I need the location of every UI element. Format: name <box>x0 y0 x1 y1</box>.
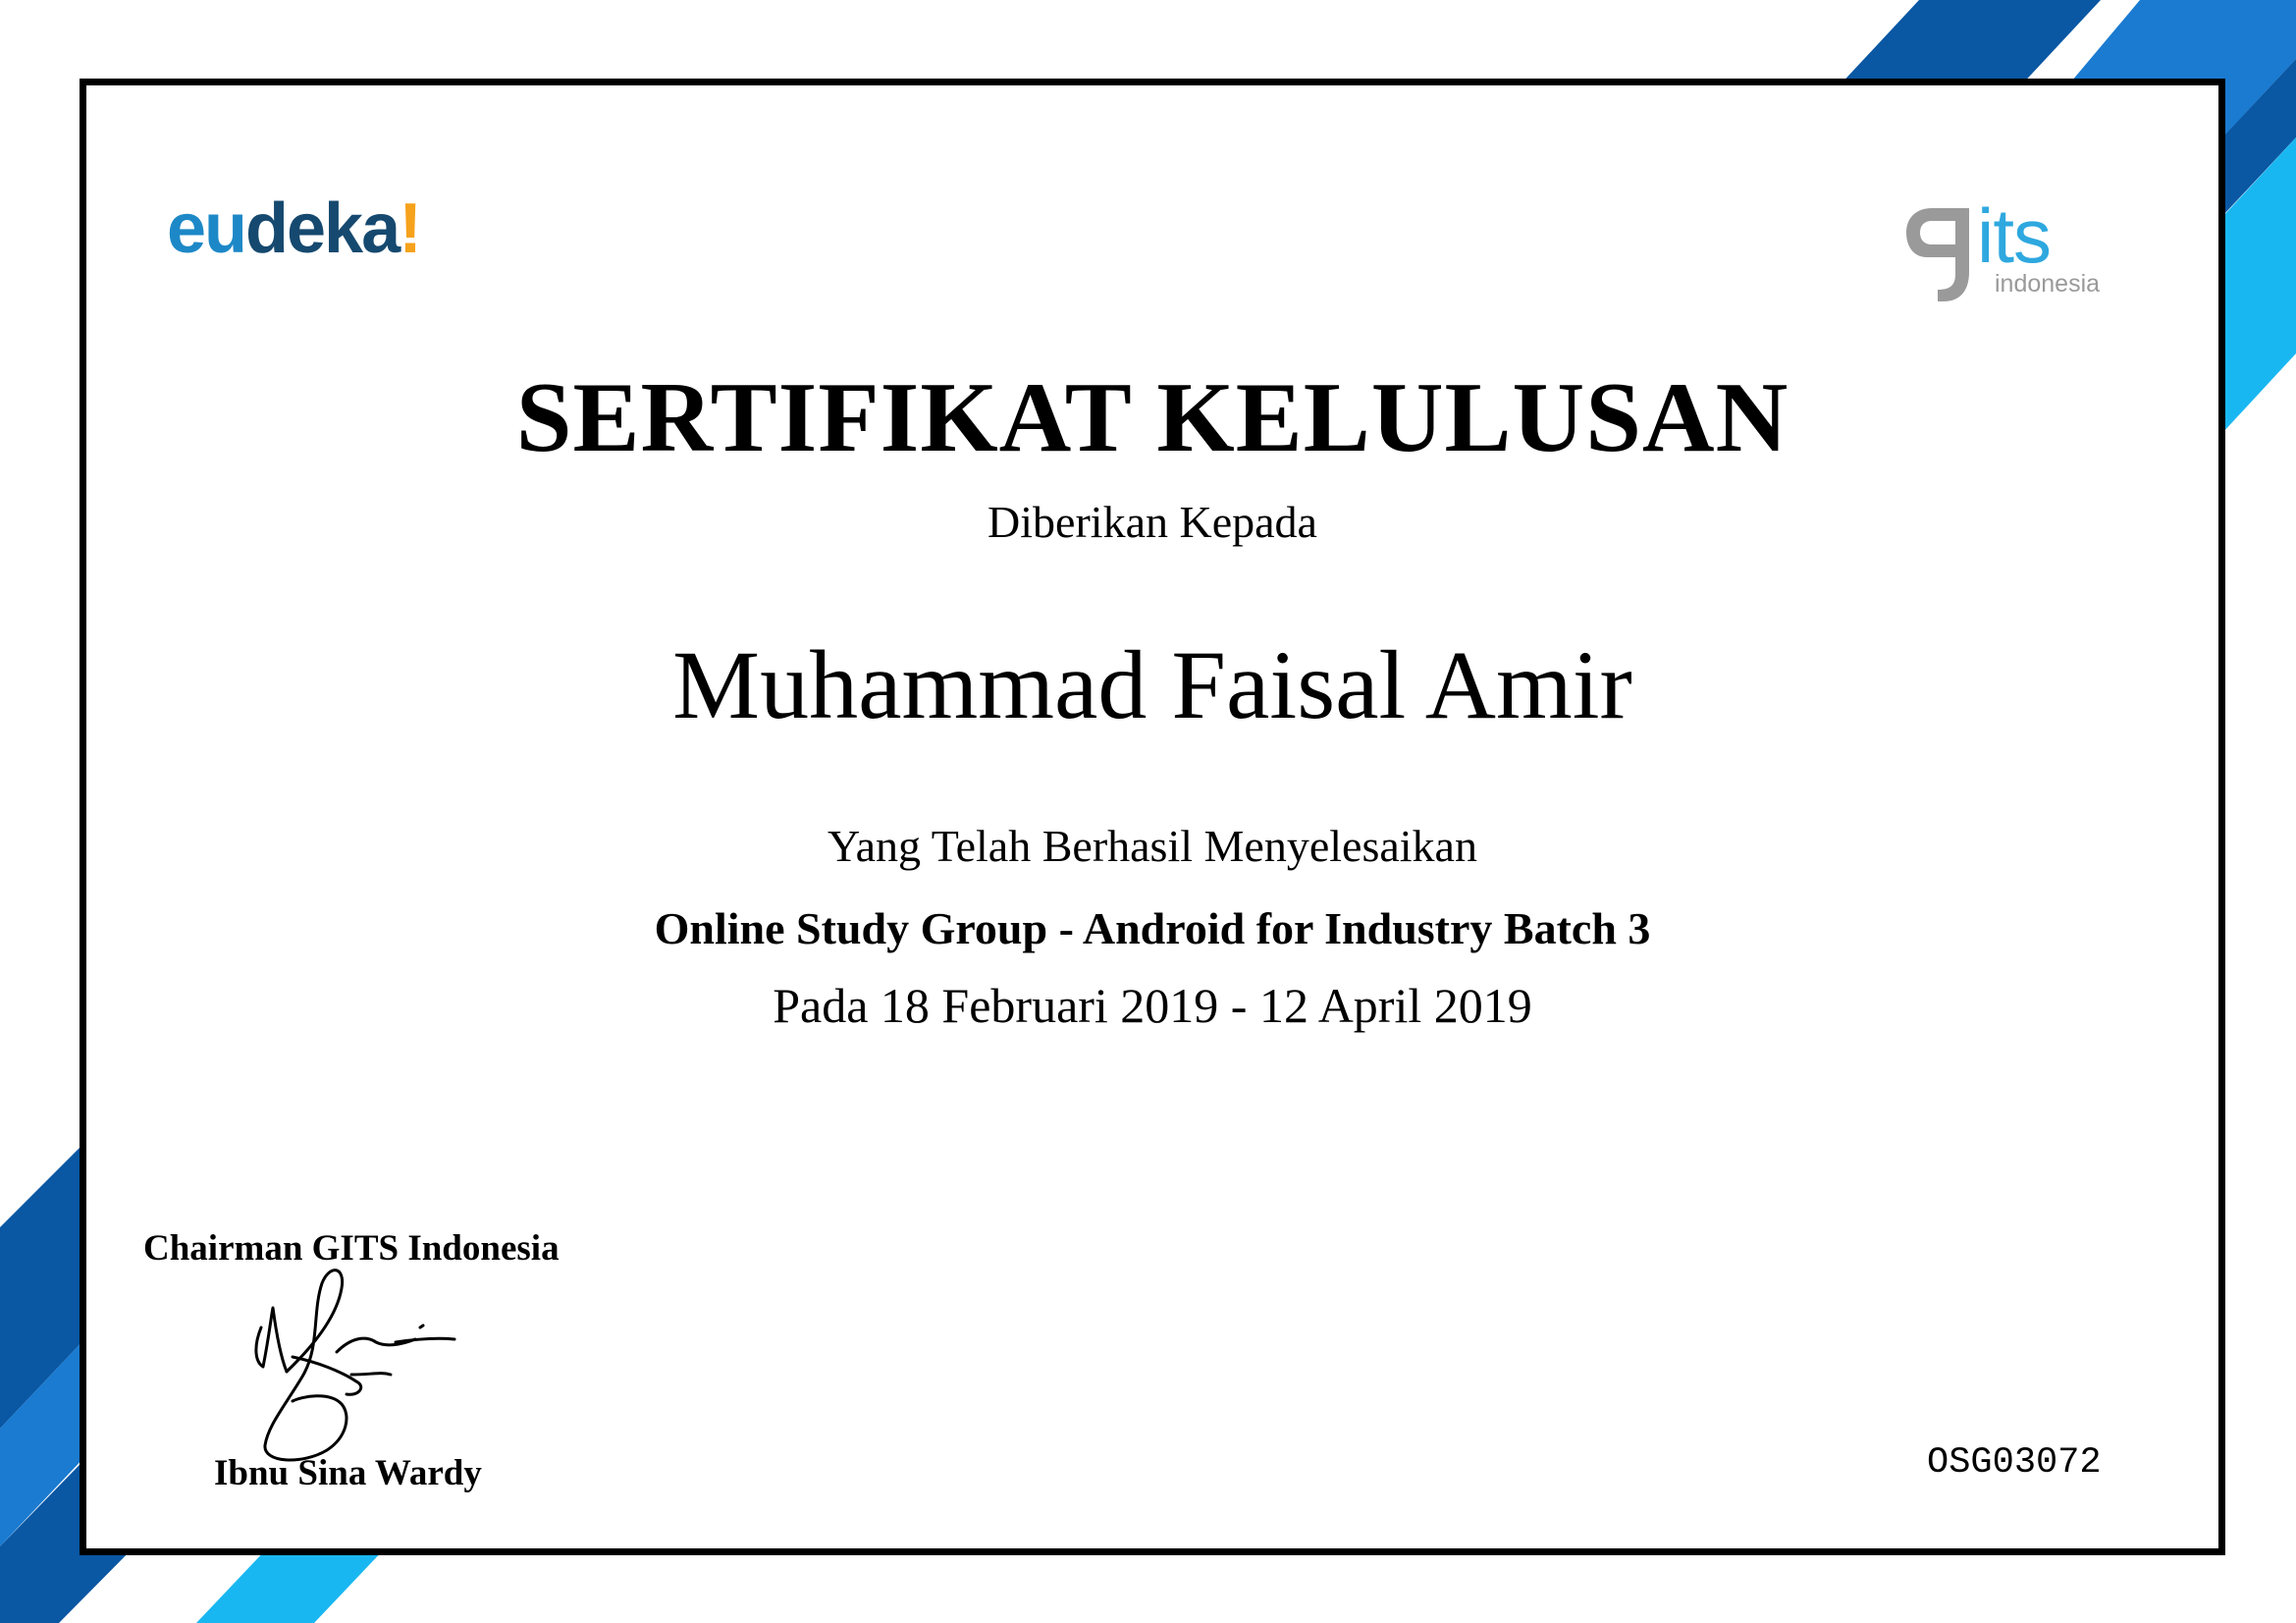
signature-image <box>243 1259 538 1465</box>
certificate-title: SERTIFIKAT KELULUSAN <box>515 362 1789 473</box>
course-dates: Pada 18 Februari 2019 - 12 April 2019 <box>773 978 1532 1033</box>
signatory-name: Ibnu Sina Wardy <box>214 1453 482 1493</box>
gits-logo <box>1902 164 2148 311</box>
recipient-name: Muhammad Faisal Amir <box>672 630 1632 739</box>
svg-text:eudeka!: eudeka! <box>167 189 421 268</box>
svg-text:its: its <box>1977 192 2051 279</box>
certificate-frame <box>80 79 2225 1555</box>
gits-elephant-icon <box>1906 208 1969 301</box>
eudeka-logo <box>167 184 461 272</box>
signatory-title: Chairman GITS Indonesia <box>143 1228 560 1269</box>
completed-label: Yang Telah Berhasil Menyelesaikan <box>828 821 1477 871</box>
svg-text:indonesia: indonesia <box>1995 270 2101 298</box>
course-name: Online Study Group - Android for Industry Batch 3 <box>654 903 1651 953</box>
certificate-number: OSG03072 <box>1927 1442 2102 1484</box>
given-to-label: Diberikan Kepada <box>988 497 1317 547</box>
